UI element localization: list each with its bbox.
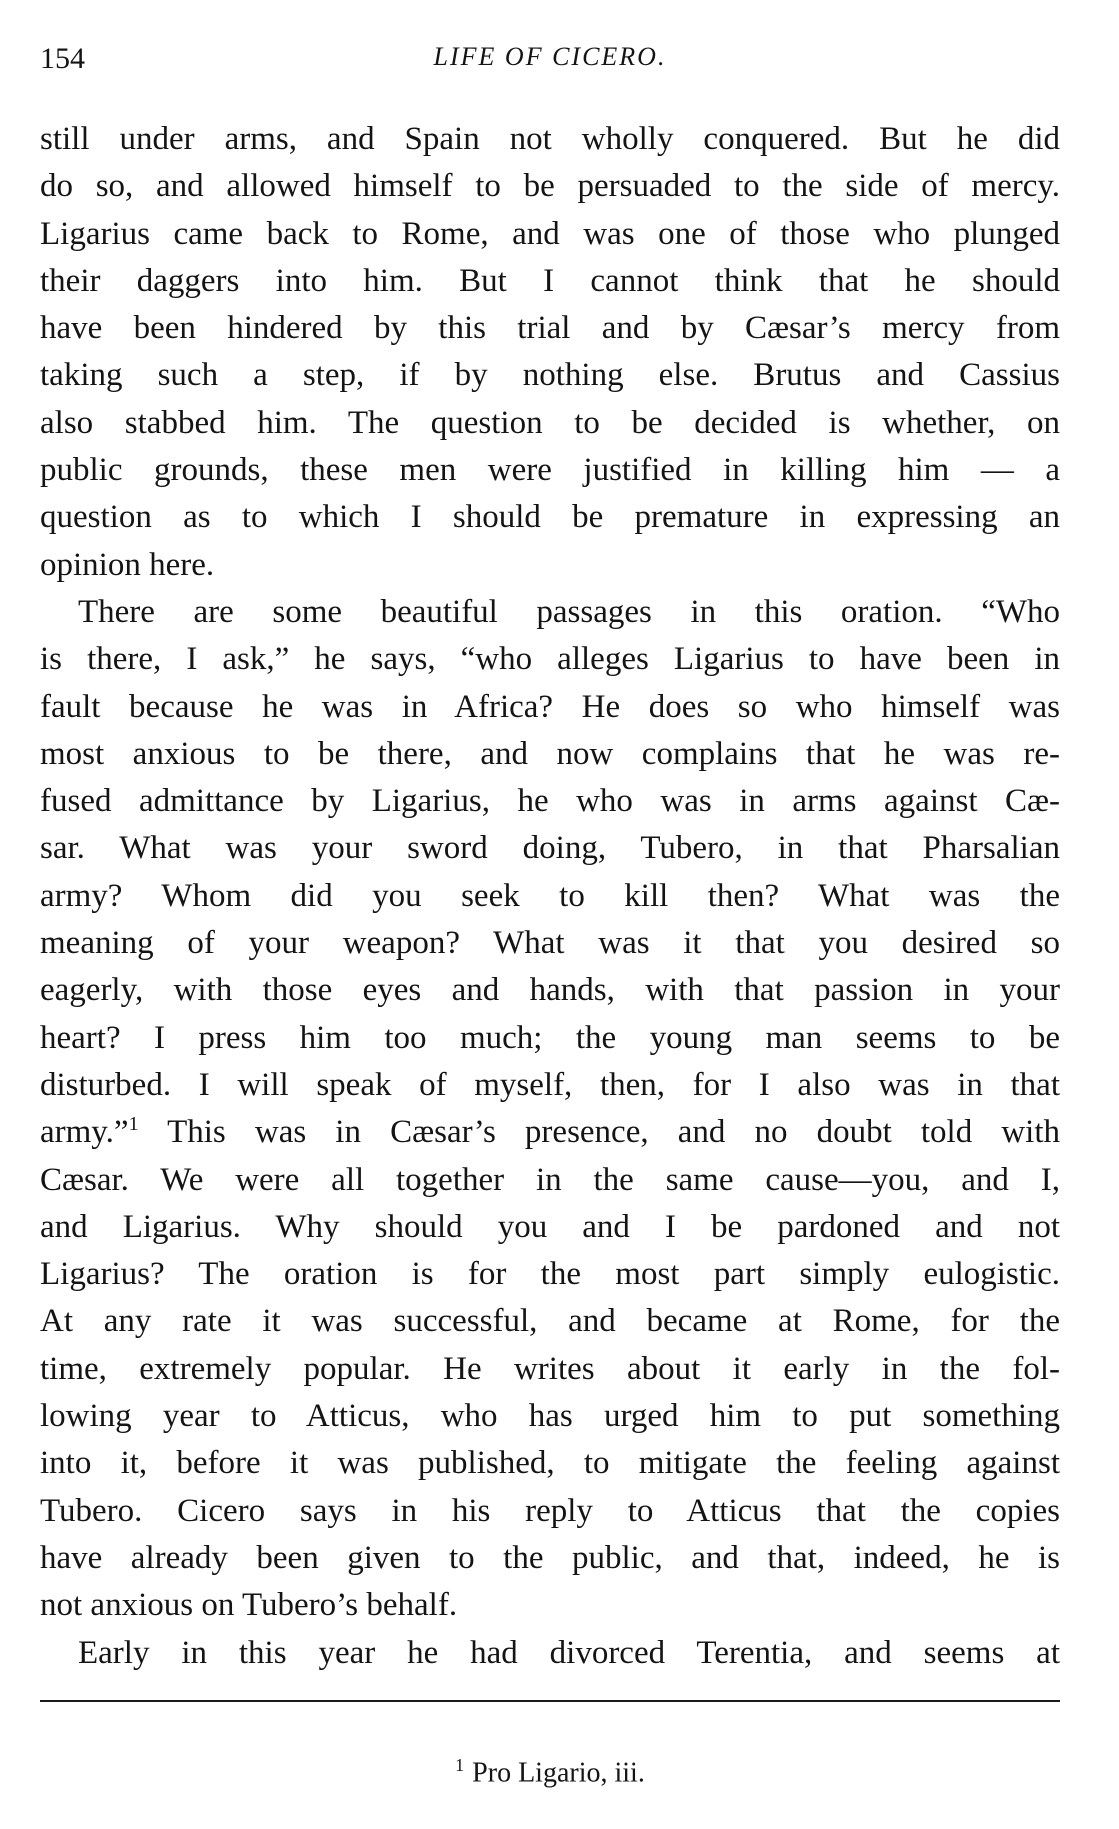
text-line: There are some beautiful passages in this oration. “Who [78,593,1060,630]
text-line: fused admittance by Ligarius, he who was in arms against Cæ- [40,783,1060,820]
running-title: LIFE OF CICERO. [433,42,667,71]
text-line: opinion here. [40,546,215,583]
text-line: taking such a step, if by nothing else. Brutus and Cassius [40,357,1060,394]
page-number: 154 [40,42,85,75]
text-line-with-footnote [40,1109,1060,1156]
text-line: their daggers into him. But I cannot think that he should [40,262,1060,299]
text-line: most anxious to be there, and now complains that he was re- [40,735,1060,772]
footnote-divider [40,1700,1060,1702]
text-line: have been hindered by this trial and by Cæsar’s mercy from [40,310,1060,347]
text-line: time, extremely popular. He writes about it early in the fol- [40,1350,1060,1387]
text-line: Early in this year he had divorced Terentia, and seems at [78,1634,1060,1671]
text-line: Tubero. Cicero says in his reply to Atticus that the copies [40,1492,1060,1529]
text-line: eagerly, with those eyes and hands, with that passion in your [40,972,1060,1009]
text-line: sar. What was your sword doing, Tubero, in that Pharsalian [40,830,1060,867]
footnote-reference: 1 [128,1113,139,1136]
text-line: and Ligarius. Why should you and I be pardoned and not [40,1208,1060,1245]
text-line: Cæsar. We were all together in the same cause—you, and I, [40,1161,1060,1198]
text-line: At any rate it was successful, and became at Rome, for the [40,1303,1060,1340]
text-line: question as to which I should be premature in expressing an [40,499,1060,536]
line-start: army.” [40,1114,129,1151]
text-line: also stabbed him. The question to be decided is whether, on [40,404,1060,441]
text-line: do so, and allowed himself to be persuaded to the side of mercy. [40,168,1060,205]
book-page [40,40,1060,1789]
text-line: fault because he was in Africa? He does so who himself was [40,688,1060,725]
text-line: is there, I ask,” he says, “who alleges Ligarius to have been in [40,641,1060,678]
page-header [40,40,1060,84]
text-line: Ligarius? The oration is for the most part simply eulogistic. [40,1256,1060,1293]
text-line: have already been given to the public, and that, indeed, he is [40,1539,1060,1576]
text-line: into it, before it was published, to mitigate the feeling against [40,1445,1060,1482]
text-line: not anxious on Tubero’s behalf. [40,1587,458,1624]
text-line: lowing year to Atticus, who has urged him to put something [40,1398,1060,1435]
text-line: still under arms, and Spain not wholly conquered. But he did [40,121,1060,157]
text-line: disturbed. I will speak of myself, then, for I also was in that [40,1066,1060,1103]
footnote [40,1755,1060,1789]
line-rest: This was in Cæsar’s presence, and no doubt told with [138,1114,1060,1151]
text-line: meaning of your weapon? What was it that you desired so [40,925,1060,962]
text-line: public grounds, these men were justified in killing him — a [40,452,1060,489]
text-line: Ligarius came back to Rome, and was one of those who plunged [40,215,1060,252]
body-text [40,116,1060,1677]
text-line: army? Whom did you seek to kill then? What was the [40,877,1060,914]
footnote-text: Pro Ligario, iii. [472,1757,645,1789]
text-line: heart? I press him too much; the young man seems to be [40,1019,1060,1056]
footnote-marker: 1 [455,1755,465,1775]
